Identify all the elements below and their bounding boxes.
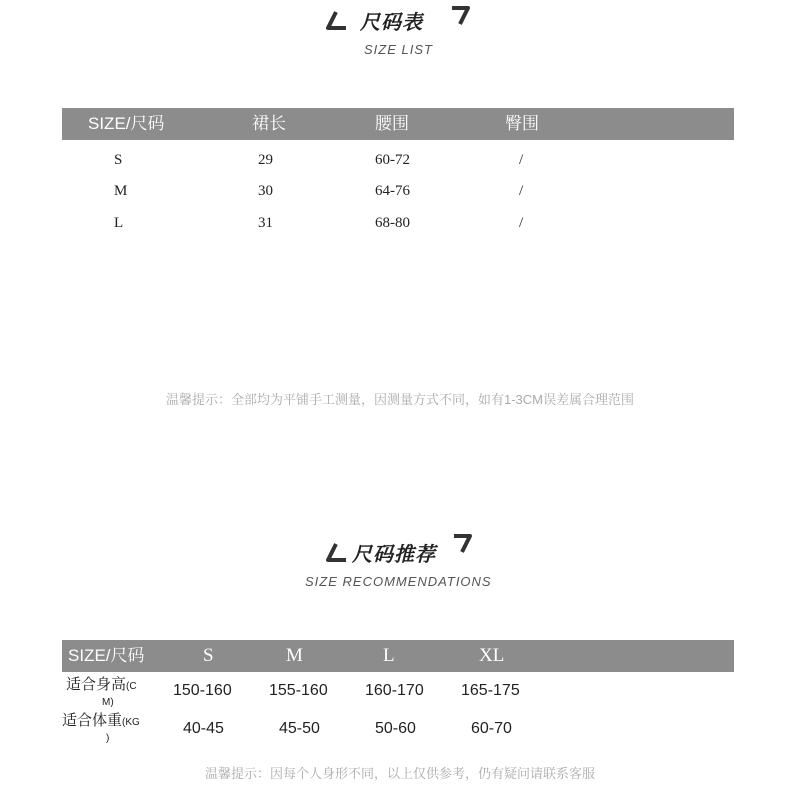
right-bracket-icon xyxy=(450,530,478,556)
left-bracket-icon xyxy=(322,10,350,36)
table-row-l-length: 31 xyxy=(258,215,273,231)
size-list-title-cn: 尺码表 xyxy=(360,10,423,34)
header-l: L xyxy=(383,645,395,666)
table-row-height-s: 150-160 xyxy=(173,682,232,699)
table-row-weight-xl: 60-70 xyxy=(471,720,512,737)
table-row-weight-m: 45-50 xyxy=(279,720,320,737)
table-row-l-waist: 68-80 xyxy=(375,215,410,231)
row-label-height: 适合身高(C M) xyxy=(66,676,137,708)
size-list-header xyxy=(62,108,734,140)
table-row-height-xl: 165-175 xyxy=(461,682,520,699)
size-rec-title-en: SIZE RECOMMENDATIONS xyxy=(305,574,492,589)
table-row-weight-s: 40-45 xyxy=(183,720,224,737)
size-list-note: 温馨提示：全部均为平铺手工测量，因测量方式不同，如有1-3CM误差属合理范围 xyxy=(165,392,634,407)
header-xl: XL xyxy=(479,645,505,666)
header-m: M xyxy=(286,645,303,666)
row-label-weight: 适合体重(KG ) xyxy=(62,712,140,744)
table-row-m-waist: 64-76 xyxy=(375,183,410,199)
table-row-weight-l: 50-60 xyxy=(375,720,416,737)
table-row-height-l: 160-170 xyxy=(365,682,424,699)
header-skirt-length: 裙长 xyxy=(252,114,286,133)
header-s: S xyxy=(203,645,214,666)
table-row-l-hip: / xyxy=(519,215,524,231)
header-size: SIZE/尺码 xyxy=(68,646,145,665)
table-row-s-size: S xyxy=(114,152,123,168)
table-row-height-m: 155-160 xyxy=(269,682,328,699)
right-bracket-icon xyxy=(448,2,476,28)
table-row-s-length: 29 xyxy=(258,152,273,168)
table-row-l-size: L xyxy=(114,215,124,231)
table-row-s-waist: 60-72 xyxy=(375,152,410,168)
table-row-m-hip: / xyxy=(519,183,524,199)
table-row-m-length: 30 xyxy=(258,183,273,199)
size-rec-note: 温馨提示：因每个人身形不同，以上仅供参考，仍有疑问请联系客服 xyxy=(204,766,595,781)
table-row-m-size: M xyxy=(114,183,128,199)
size-rec-header xyxy=(62,640,734,672)
size-list-title-en: SIZE LIST xyxy=(364,42,433,57)
header-hip: 臀围 xyxy=(505,114,539,133)
table-row-s-hip: / xyxy=(519,152,524,168)
size-rec-title-cn: 尺码推荐 xyxy=(352,542,436,566)
left-bracket-icon xyxy=(322,542,350,568)
header-size: SIZE/尺码 xyxy=(88,114,165,133)
header-waist: 腰围 xyxy=(375,114,409,133)
